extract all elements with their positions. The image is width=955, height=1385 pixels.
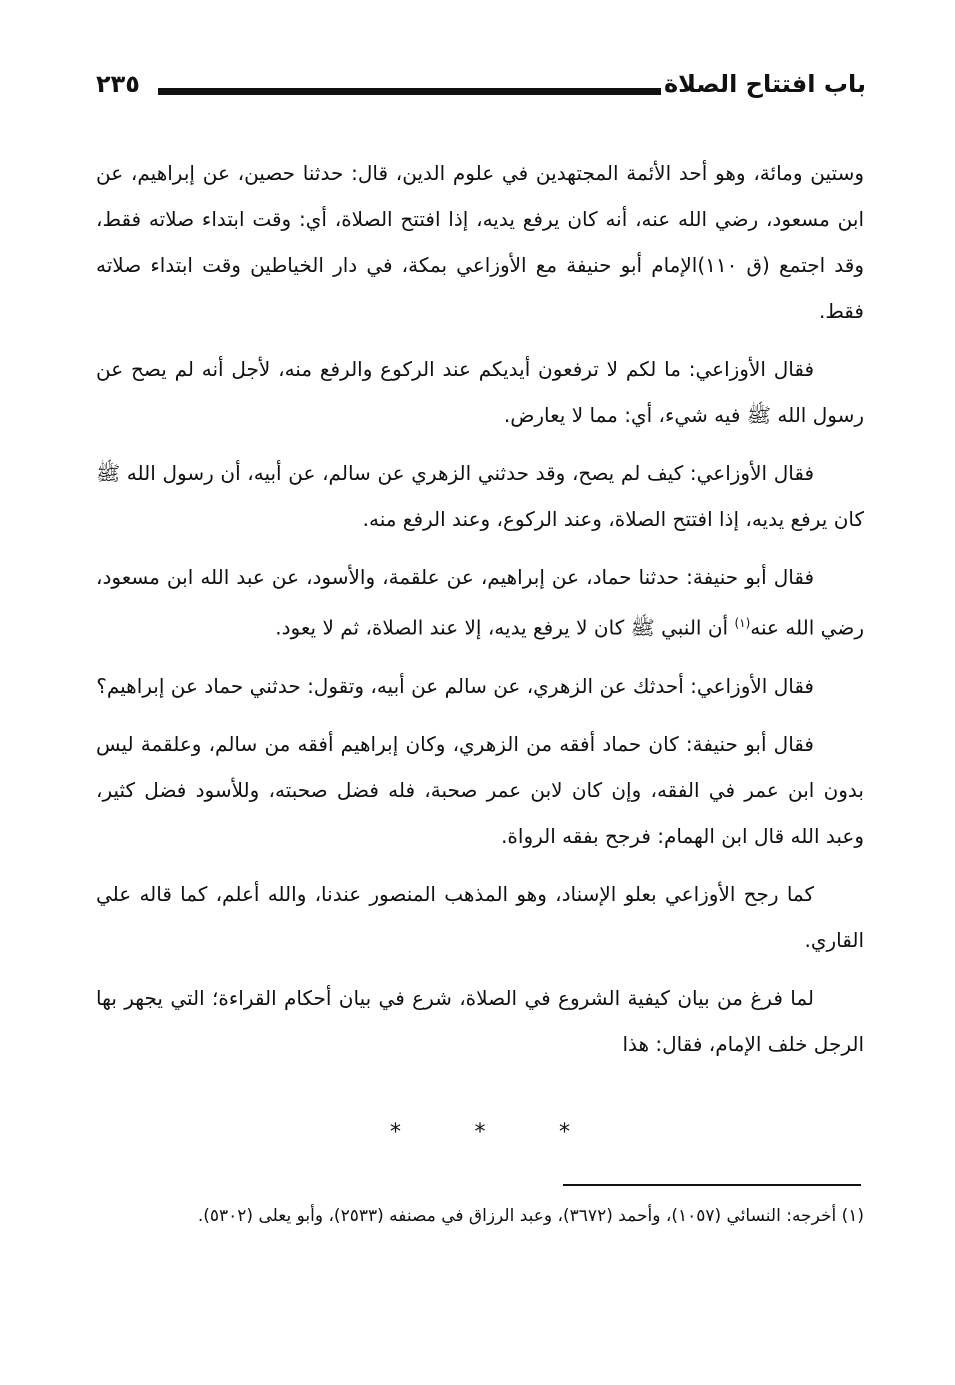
- paragraph-5: فقال الأوزاعي: أحدثك عن الزهري، عن سالم عن أبيه، وتقول: حدثني حماد عن إبراهيم؟: [96, 673, 814, 698]
- paragraph-1: وستين ومائة، وهو أحد الأئمة المجتهدين في علوم الدين، قال: حدثنا حصين، عن إبراهيم، عن ابن مسعود، رضي الله عنه، أنه كان يرفع يديه، إذا افتتح الصلاة، أي: وقت ابتداء صلاته فقط، وقد اجتمع (ق ١١٠)الإمام أبو حنيفة مع الأوزاعي بمكة، في دار الخياطين وقت ابتداء صلاته فقط.: [96, 161, 864, 323]
- paragraph-6: فقال أبو حنيفة: كان حماد أفقه من الزهري، وكان إبراهيم أفقه من سالم، وعلقمة ليس بدون ابن عمر في الفقه، وإن كان لابن عمر صحبة، فله فضل صحبته، وللأسود فضل كثير، وعبد الله قال ابن الهمام: فرجح بفقه الرواة.: [96, 731, 864, 848]
- paragraph-2: فقال الأوزاعي: ما لكم لا ترفعون أيديكم عند الركوع والرفع منه، لأجل أنه لم يصح عن رسول الله ﷺ فيه شيء، أي: مما لا يعارض.: [96, 357, 864, 427]
- footnote-rule: [563, 1184, 861, 1186]
- separator-star: *: [559, 1120, 570, 1145]
- footnote: (١) أخرجه: النسائي (١٠٥٧)، وأحمد (٣٦٧٢)، وعبد الرزاق في مصنفه (٢٥٣٣)، وأبو يعلى (٥٣٠٢).: [197, 1206, 864, 1226]
- paragraph-4: [96, 554, 864, 651]
- section-separator: [390, 1120, 570, 1145]
- separator-star: *: [474, 1120, 486, 1145]
- paragraph-4-text: فقال أبو حنيفة: حدثنا حماد، عن إبراهيم، عن علقمة، والأسود، عن عبد الله ابن مسعود، رضي الله عنه: [96, 565, 864, 640]
- separator-star: *: [390, 1120, 401, 1145]
- header-rule: [158, 88, 661, 95]
- chapter-title: باب افتتاح الصلاة: [664, 70, 866, 98]
- footnote-marker: (١): [734, 616, 751, 630]
- paragraph-3: فقال الأوزاعي: كيف لم يصح، وقد حدثني الزهري عن سالم، عن أبيه، أن رسول الله ﷺ كان يرفع يديه، إذا افتتح الصلاة، وعند الركوع، وعند الرفع منه.: [96, 461, 864, 531]
- paragraph-4-continuation: أن النبي ﷺ كان لا يرفع يديه، إلا عند الصلاة، ثم لا يعود.: [275, 615, 729, 640]
- paragraph-8: لما فرغ من بيان كيفية الشروع في الصلاة، شرع في بيان أحكام القراءة؛ التي يجهر بها الرجل خلف الإمام، فقال: هذا: [96, 985, 864, 1056]
- main-text: [96, 150, 864, 1067]
- page-number: ٢٣٥: [96, 70, 140, 98]
- page-header: [96, 70, 866, 122]
- paragraph-7: كما رجح الأوزاعي بعلو الإسناد، وهو المذهب المنصور عندنا، والله أعلم، كما قاله علي القاري.: [96, 881, 864, 952]
